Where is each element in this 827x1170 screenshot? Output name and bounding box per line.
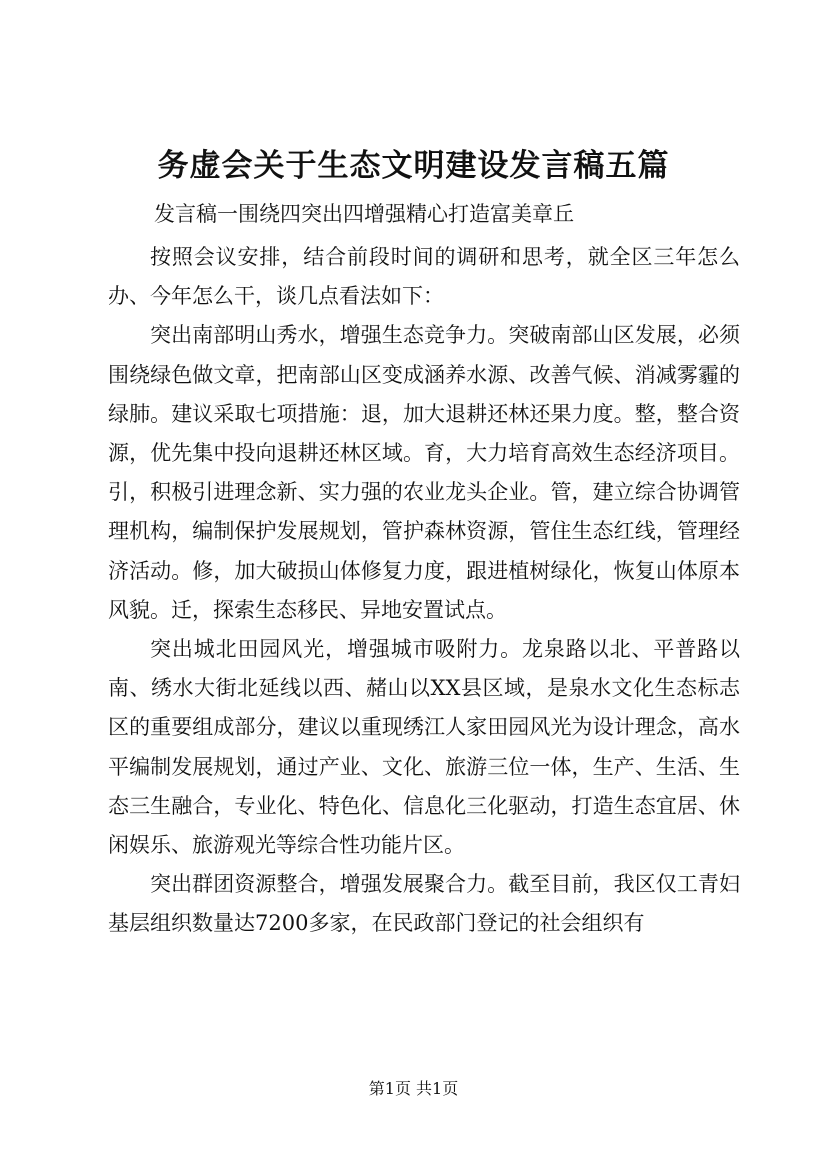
page-number-footer: 第1页 共1页: [368, 1079, 459, 1098]
document-body: [108, 238, 740, 944]
paragraph: 按照会议安排，结合前段时间的调研和思考，就全区三年怎么办、今年怎么干，谈几点看法如下：: [108, 245, 740, 309]
document-title: 务虚会关于生态文明建设发言稿五篇: [157, 148, 670, 184]
paragraph: 突出南部明山秀水，增强生态竞争力。突破南部山区发展，必须围绕绿色做文章，把南部山区变成涵养水源、改善气候、消减雾霾的绿肺。建议采取七项措施：退，加大退耕还林还果力度。整，整合资源，优先集中投向退耕还林区域。育，大力培育高效生态经济项目。引，积极引进理念新、实力强的农业龙头企业。管，建立综合协调管理机构，编制保护发展规划，管护森林资源，管住生态红线，管理经济活动。修，加大破损山体修复力度，跟进植树绿化，恢复山体原本风貌。迁，探索生态移民、异地安置试点。: [108, 323, 740, 622]
paragraph: 突出城北田园风光，增强城市吸附力。龙泉路以北、平普路以南、绣水大街北延线以西、赭山以XX县区域，是泉水文化生态标志区的重要组成部分，建议以重现绣江人家田园风光为设计理念，高水平编制发展规划，通过产业、文化、旅游三位一体，生产、生活、生态三生融合，专业化、特色化、信息化三化驱动，打造生态宜居、休闲娱乐、旅游观光等综合性功能片区。: [108, 637, 740, 858]
document-subtitle: 发言稿一围绕四突出四增强精心打造富美章丘: [154, 202, 574, 226]
paragraph: 突出群团资源整合，增强发展聚合力。截至目前，我区仅工青妇基层组织数量达7200多家，在民政部门登记的社会组织有: [108, 872, 740, 936]
